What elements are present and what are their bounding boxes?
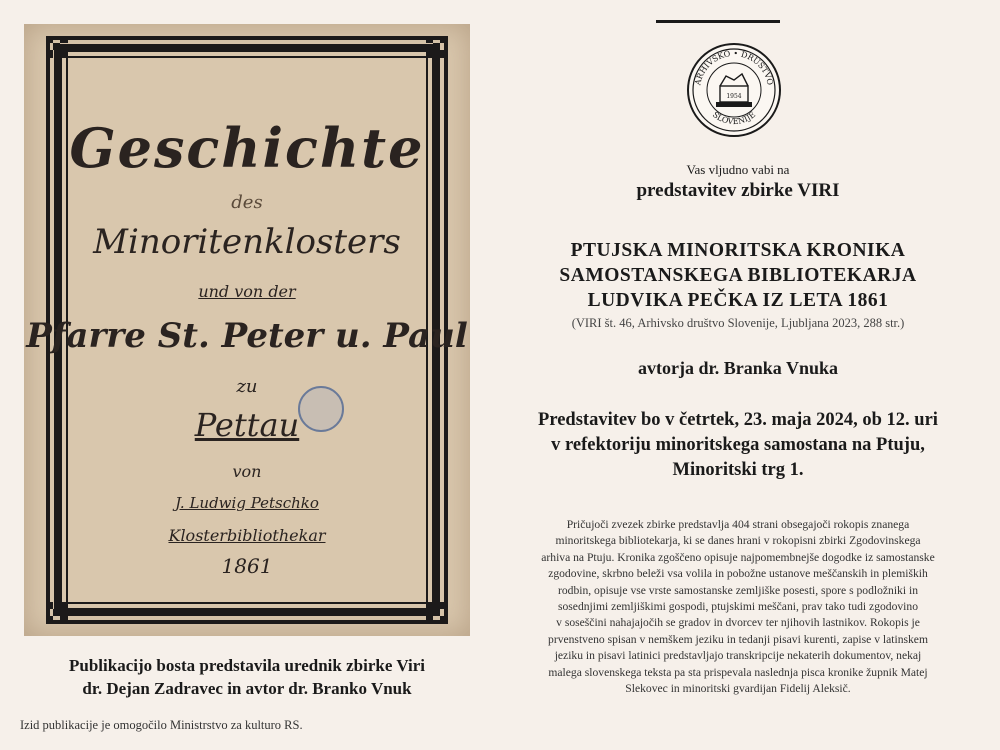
- event-line: Predstavitev bo v četrtek, 23. maja 2024, ob 12. uri: [538, 410, 938, 430]
- book-title-line: PTUJSKA MINORITSKA KRONIKA: [570, 240, 906, 261]
- library-stamp-icon: [298, 386, 344, 432]
- publication-info: (VIRI št. 46, Arhivsko društvo Slovenije, Ljubljana 2023, 288 str.): [571, 316, 905, 330]
- manuscript-year: 1861: [221, 554, 273, 578]
- manuscript-role: Klosterbibliothekar: [168, 526, 326, 545]
- manuscript-und: und von der: [198, 282, 296, 301]
- body-line: malega slovenskega teksta pa sta prispevala naslednja pisca kronike župnik Matej: [548, 665, 928, 679]
- body-line: Pričujoči zvezek zbirke predstavlja 404 strani obsegajoči rokopis znanega: [566, 518, 910, 531]
- body-line: arhiva na Ptuju. Kronika zgoščeno opisuje najpomembnejše dogodke iz samostanske: [541, 550, 935, 564]
- body-line: minoritskega bibliotekarja, ki se danes hrani v rokopisni zbirki Zgodovinskega: [555, 534, 921, 548]
- manuscript-pettau: Pettau: [194, 406, 300, 444]
- society-seal-icon: [686, 42, 782, 138]
- footer-note: Izid publikacije je omogočilo Ministrstvo za kulturo RS.: [20, 718, 303, 732]
- body-line: jeziku in pisavi latinici predstavljajo transkripcije nekaterih dokumentov, nekaj: [554, 649, 922, 663]
- checker-corner-icon: [426, 602, 448, 624]
- manuscript-image: [24, 24, 470, 636]
- manuscript-pfarre: Pfarre St. Peter u. Paul: [26, 316, 468, 356]
- checker-corner-icon: [46, 602, 68, 624]
- book-title-line: SAMOSTANSKEGA BIBLIOTEKARJA: [559, 265, 917, 286]
- caption-line: dr. Dejan Zadravec in avtor dr. Branko Vnuk: [82, 679, 412, 698]
- book-title-line: LUDVIKA PEČKA IZ LETA 1861: [587, 290, 889, 311]
- caption-line: Publikacijo bosta predstavila urednik zbirke Viri: [69, 656, 425, 675]
- seal-bottom-text: SLOVENIJE: [710, 109, 758, 127]
- presentation-heading: predstavitev zbirke VIRI: [636, 180, 840, 201]
- event-line: Minoritski trg 1.: [672, 460, 804, 480]
- manuscript-zu: zu: [236, 376, 258, 397]
- checker-corner-icon: [46, 36, 68, 58]
- checker-corner-icon: [426, 36, 448, 58]
- seal-year: 1954: [726, 93, 742, 100]
- book-title: [490, 238, 986, 313]
- seal-top-text: ARHIVSKO • DRUŠTVO: [693, 48, 775, 86]
- body-line: sosednjimi zemljiškimi gospodi, ptujskimi meščani, prav tako tudi zgodovino: [557, 600, 919, 614]
- manuscript-title: Geschichte: [69, 116, 425, 180]
- manuscript-kloster: Minoritenklosters: [93, 222, 401, 262]
- event-details: [490, 408, 986, 483]
- manuscript-author: J. Ludwig Petschko: [175, 494, 319, 512]
- manuscript-von: von: [232, 462, 262, 481]
- body-line: zgodovine, skrbno beleži vsa volila in pobožne ustanove meščanskih in plemiških: [548, 567, 928, 581]
- body-line: v soseščini nahajajočih se gradov in dvorcev ter njihovih lastnikov. Rokopis je: [556, 616, 920, 630]
- description-paragraph: [508, 517, 968, 697]
- body-line: Slekovec in minoritski gvardijan Fidelij Aleksič.: [625, 682, 851, 696]
- event-line: v refektoriju minoritskega samostana na Ptuju,: [551, 435, 925, 455]
- manuscript-des: des: [231, 192, 263, 213]
- body-line: prvenstveno spisan v nemškem jeziku in tedanji pisavi kurenti, zapise v latinskem: [548, 632, 928, 646]
- top-divider: [656, 20, 780, 23]
- left-caption: [24, 654, 470, 700]
- invite-line: Vas vljudno vabi na: [686, 162, 790, 177]
- body-line: rodbin, opisuje vse vrste samostanske zemljiške posesti, spore s podložniki in: [557, 583, 918, 597]
- author-line: avtorja dr. Branka Vnuka: [637, 358, 839, 378]
